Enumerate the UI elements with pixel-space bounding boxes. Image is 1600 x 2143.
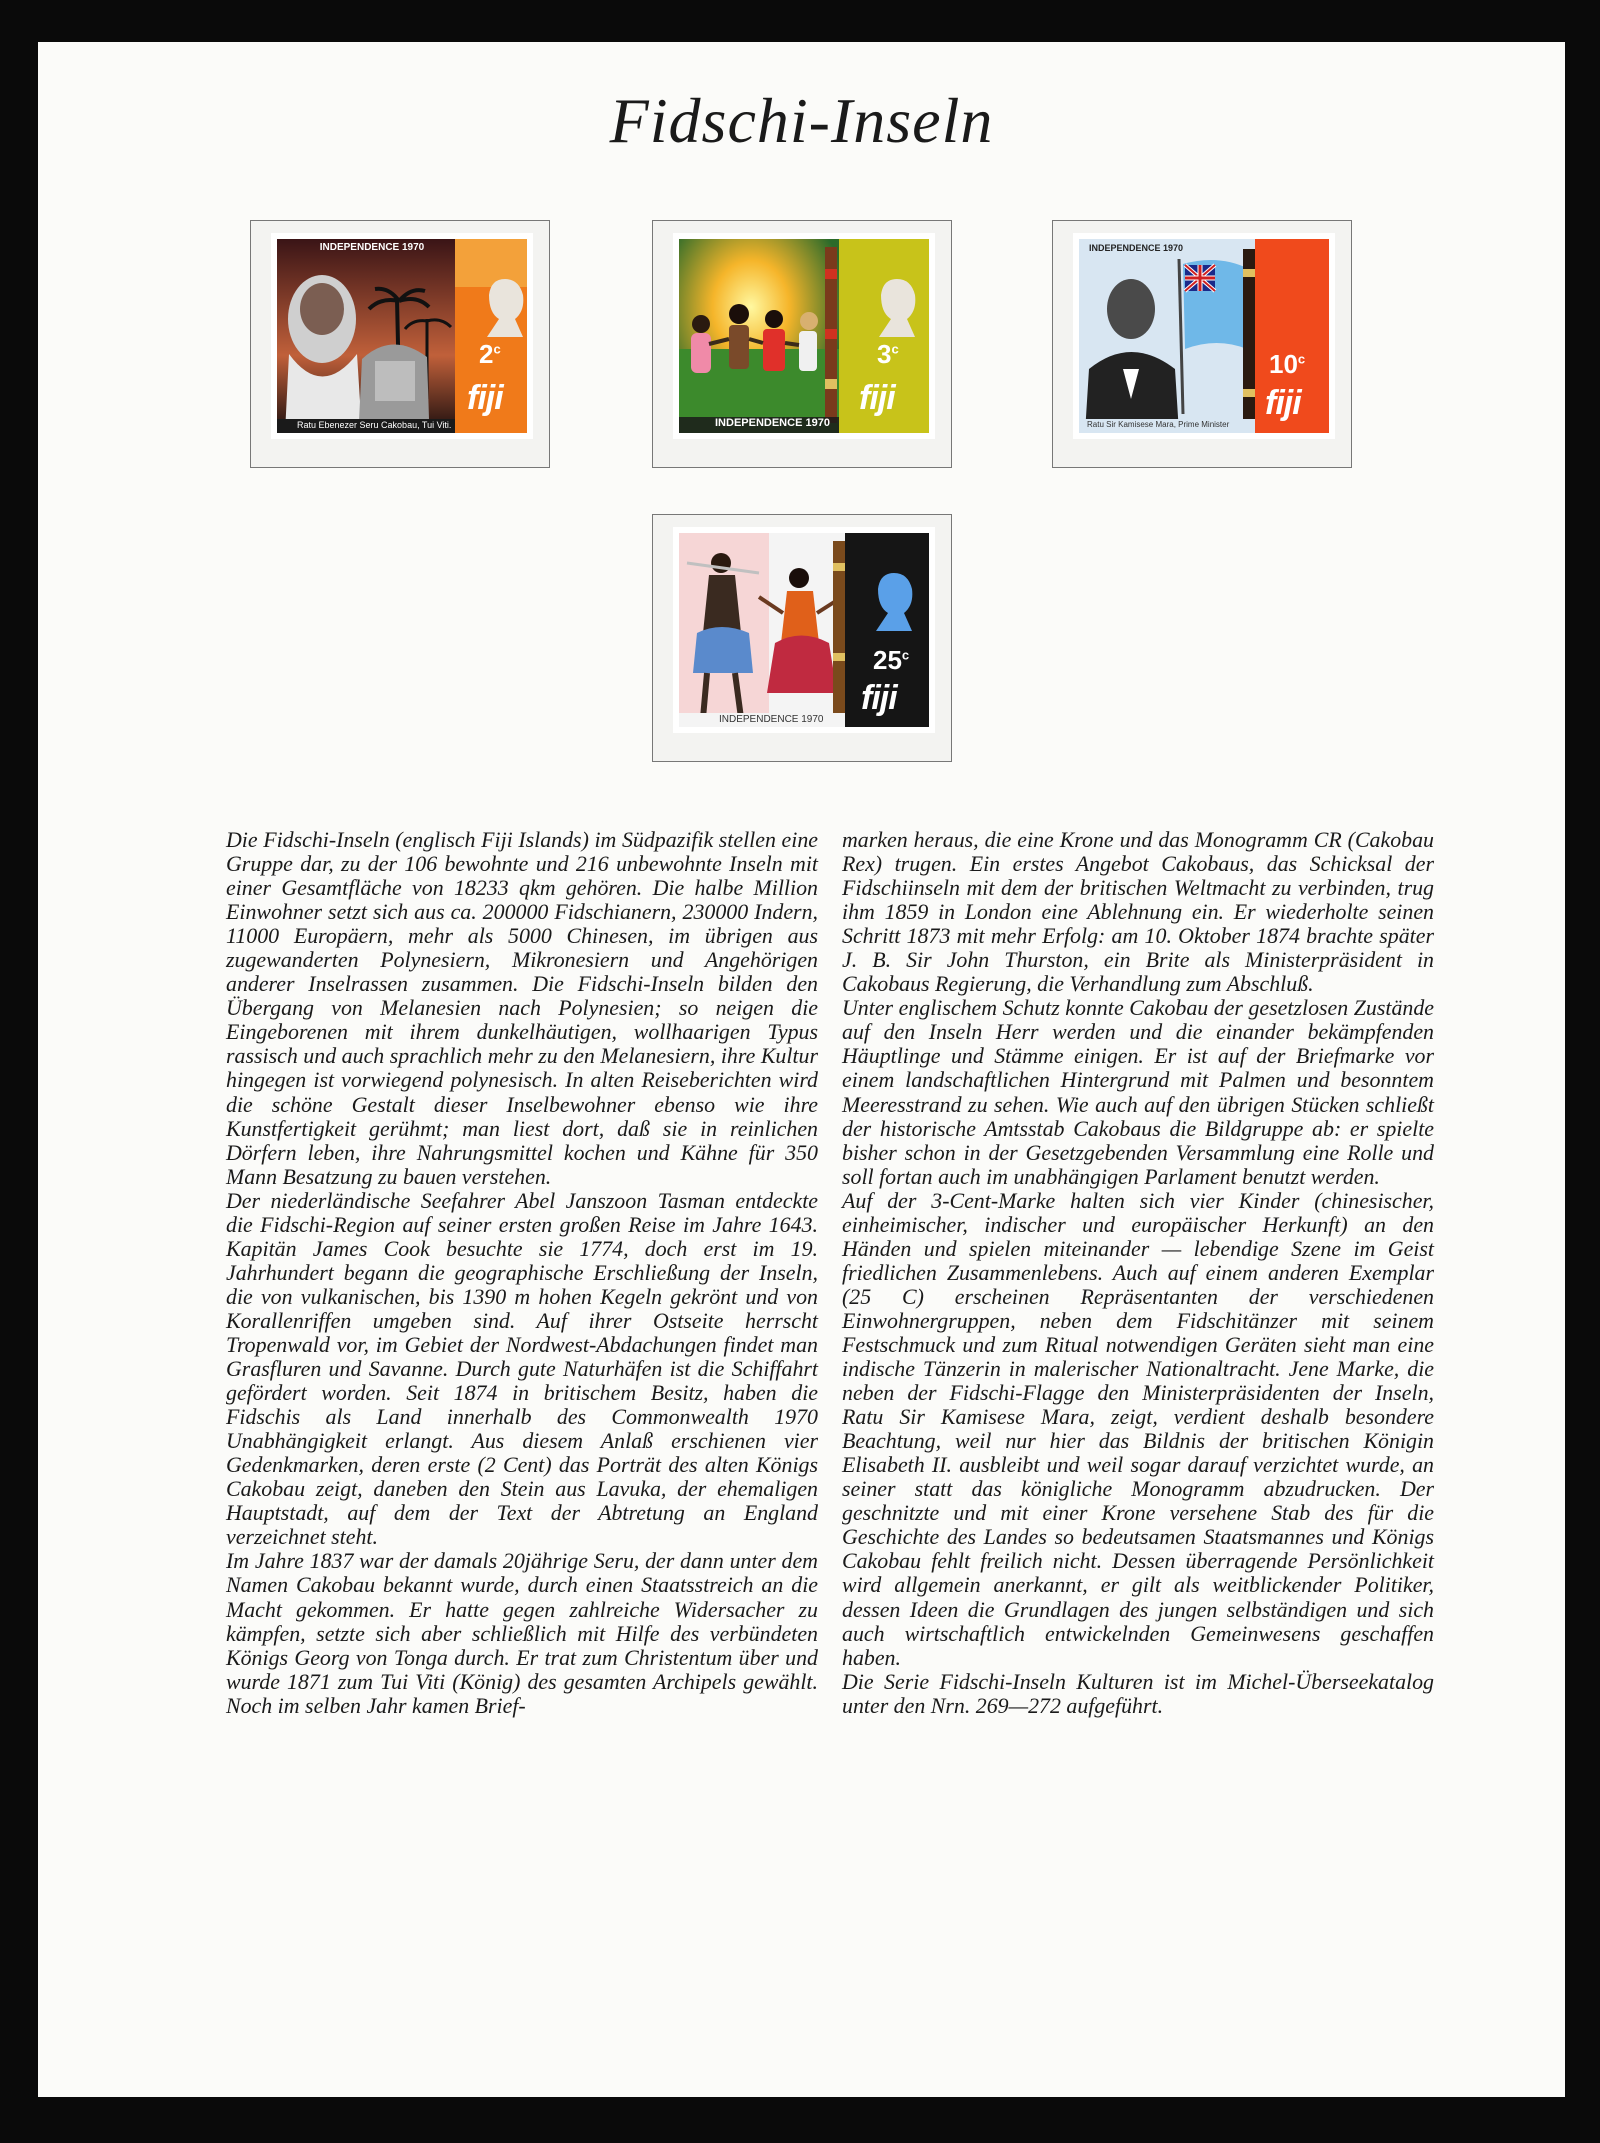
stamp-mount-10c bbox=[1052, 220, 1352, 468]
stamp-25c bbox=[673, 527, 935, 733]
stamp-10c-caption: Ratu Sir Kamisese Mara, Prime Minister bbox=[1087, 420, 1230, 429]
stamp-mount-25c bbox=[652, 514, 952, 762]
stamp-mount-2c bbox=[250, 220, 550, 468]
stamp-10c-banner: INDEPENDENCE 1970 bbox=[1089, 243, 1184, 253]
paragraph: Der niederländische Seefahrer Abel Janszoon Tasman entdeckte die Fidschi-Region auf seiner ersten großen Reise im Jahre 1643. Kapitän James Cook besuchte sie 1774, doch erst im 19. Jahrhundert begann die geographische Erschließung der Inseln, die von vulkanischen, bis 1390 m hohen Kegeln gekrönt und von Korallenriffen umgeben sind. Auf ihrer Ostseite herrscht Tropenwald vor, im Gebiet der Nordwest-Abdachungen findet man Grasfluren und Savanne. Durch gute Naturhäfen ist die Schiffahrt gefördert worden. Seit 1874 in britischem Besitz, haben die Fidschis als Land innerhalb des Commonwealth 1970 Unabhängigkeit erlangt. Aus diesem Anlaß erschienen vier Gedenkmarken, deren erste (2 Cent) das Porträt des alten Königs Cakobau zeigt, daneben den Stein aus Lavuka, der ehemaligen Hauptstadt, auf dem der Text der Abtretung an England verzeichnet steht. bbox=[226, 1187, 818, 1550]
stamp-2c-country: fiji bbox=[467, 379, 503, 417]
paragraph: Die Serie Fidschi-Inseln Kulturen ist im Michel-Überseekatalog unter den Nrn. 269—272 aufgeführt. bbox=[842, 1668, 1434, 1718]
stamp-2c bbox=[271, 233, 533, 439]
stamp-3c-value: 3$^c$ bbox=[877, 339, 899, 369]
stamp-2c-caption: Ratu Ebenezer Seru Cakobau, Tui Viti. bbox=[297, 420, 452, 430]
paragraph: Auf der 3-Cent-Marke halten sich vier Kinder (chinesischer, einheimischer, indischer und europäischer Herkunft) an den Händen und spielen miteinander — lebendige Szene im Geist friedlichen Zusammenlebens. Auch auf einem anderen Exemplar (25 C) erscheinen Repräsentanten der verschiedenen Einwohnergruppen, neben dem Fidschitänzer mit seinem Festschmuck und zum Ritual notwendigen Geräten sieht man eine indische Tänzerin in malerischer Nationaltracht. Jene Marke, die neben der Fidschi-Flagge den Ministerpräsidenten der Inseln, Ratu Sir Kamisese Mara, zeigt, verdient deshalb besondere Beachtung, weil nur hier das Bildnis der britischen Königin Elisabeth II. ausbleibt und weil sogar darauf verzichtet wurde, an seiner statt das königliche Monogramm abzudrucken. Der geschnitzte und mit einer Krone versehene Stab des für die Geschichte des Landes so bedeutsamen Staatsmannes und Königs Cakobau fehlt freilich nicht. Dessen überragende Persönlichkeit wird allgemein anerkannt, er gilt als weitblickender Politiker, dessen Ideen die Grundlagen des jungen selbständigen und sich auch wirtschaftlich entwickelnden Gemeinwesens geschaffen haben. bbox=[842, 1187, 1434, 1670]
text-column-right bbox=[842, 828, 1434, 1718]
album-page bbox=[38, 42, 1565, 2097]
stamp-3c-banner: INDEPENDENCE 1970 bbox=[715, 417, 830, 429]
paragraph: Die Fidschi-Inseln (englisch Fiji Islands) im Südpazifik stellen eine Gruppe dar, zu der 106 bewohnte und 216 unbewohnte Inseln mit einer Gesamtfläche von 18233 qkm gehören. Die halbe Million Einwohner setzt sich aus ca. 200000 Fidschianern, 230000 Indern, 11000 Europäern, mehr als 5000 Chinesen, im übrigen aus zugewanderten Polynesiern, Mikronesiern und Angehörigen anderer Inselrassen zusammen. Die Fidschi-Inseln bilden den Übergang von Melanesien nach Polynesien; so neigen die Eingeborenen mit ihrem dunkelhäutigen, wollhaarigen Typus rassisch und auch sprachlich mehr zu den Melanesiern, ihre Kultur hingegen ist vorwiegend polynesisch. In alten Reiseberichten wird die schöne Gestalt dieser Inselbewohner ebenso wie ihre Kunstfertigkeit gerühmt; man liest dort, daß sie in reinlichen Dörfern leben, ihre Nahrungsmittel kochen und Kähne für 350 Mann Besatzung zu bauen verstehen. bbox=[226, 827, 818, 1189]
paragraph: marken heraus, die eine Krone und das Monogramm CR (Cakobau Rex) trugen. Ein erstes Angebot Cakobaus, das Schicksal der Fidschiinseln mit dem der britischen Weltmacht zu verbinden, trug ihm 1859 in London eine Ablehnung ein. Er wiederholte seinen Schritt 1873 mit mehr Erfolg: am 10. Oktober 1874 brachte später J. B. Sir John Thurston, ein Brite als Ministerpräsident in Cakobaus Regierung, die Verhandlung zum Abschluß. bbox=[842, 827, 1434, 997]
stamp-2c-banner: INDEPENDENCE 1970 bbox=[319, 242, 425, 253]
stamp-3c-country: fiji bbox=[859, 379, 895, 417]
stamp-2c-value: 2$^c$ bbox=[479, 339, 501, 369]
stamp-10c-country: fiji bbox=[1265, 384, 1301, 422]
paragraph: Unter englischem Schutz konnte Cakobau der gesetzlosen Zustände auf den Inseln Herr werden und die einander bekämpfenden Häuptlinge und Stämme einigen. Er ist auf der Briefmarke vor einem landschaftlichen Hintergrund mit Palmen und besonntem Meeresstrand zu sehen. Wie auch auf den übrigen Stücken schließt der historische Amtsstab Cakobaus die Bildgruppe ab: er spielte bisher schon in der Gesetzgebenden Versammlung eine Rolle und soll fortan auch im unabhängigen Parlament benutzt werden. bbox=[842, 995, 1434, 1189]
stamp-25c-country: fiji bbox=[861, 679, 897, 717]
stamp-10c-value: 10$^c$ bbox=[1269, 349, 1306, 379]
stamp-25c-banner: INDEPENDENCE 1970 bbox=[719, 714, 824, 725]
text-column-left bbox=[226, 828, 818, 1718]
stamp-mount-3c bbox=[652, 220, 952, 468]
stamp-25c-value: 25$^c$ bbox=[873, 645, 910, 675]
stamp-10c bbox=[1073, 233, 1335, 439]
page-title: Fidschi-Inseln bbox=[609, 85, 994, 156]
paragraph: Im Jahre 1837 war der damals 20jährige Seru, der dann unter dem Namen Cakobau bekannt wurde, durch einen Staatsstreich an die Macht gekommen. Er hatte gegen zahlreiche Widersacher zu kämpfen, setzte sich aber schließlich mit Hilfe des verbündeten Königs Georg von Tonga durch. Er trat zum Christentum über und wurde 1871 zum Tui Viti (König) des gesamten Archipels gewählt. Noch im selben Jahr kamen Brief- bbox=[226, 1548, 818, 1718]
stamp-3c bbox=[673, 233, 935, 439]
